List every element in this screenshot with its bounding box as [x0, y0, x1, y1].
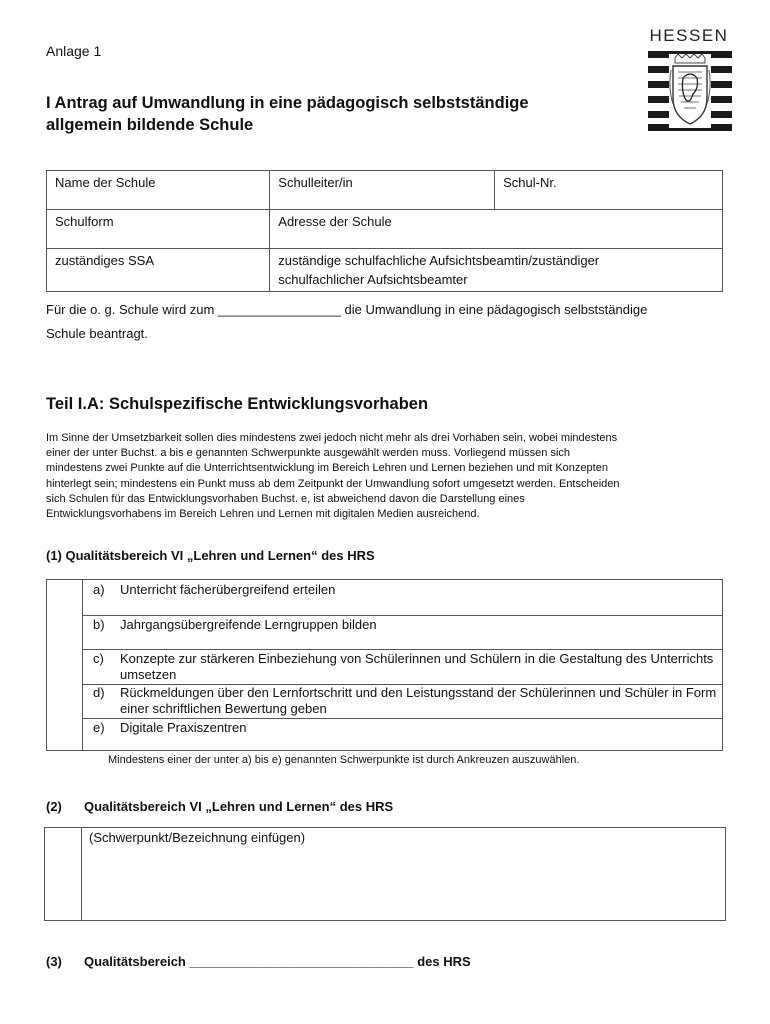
form-title: I Antrag auf Umwandlung in eine pädagogisch selbstständige allgemein bildende Schule: [46, 94, 529, 134]
intro-paragraph: [46, 298, 736, 346]
school-address-field[interactable]: [270, 210, 723, 249]
focus-options-table: [46, 579, 723, 751]
checkbox-a[interactable]: [47, 580, 82, 615]
selection-note: Mindestens einer der unter a) bis e) genannten Schwerpunkte ist durch Ankreuzen auszuwählen.: [108, 754, 580, 766]
section-2-box: [44, 827, 726, 921]
checkbox-d[interactable]: [47, 684, 82, 718]
logo-text: HESSEN: [649, 26, 729, 45]
principal-field[interactable]: [270, 171, 495, 210]
intro-line-2: Schule beantragt.: [46, 326, 148, 341]
coat-of-arms-icon: [669, 54, 711, 128]
checkbox-e[interactable]: [47, 718, 82, 751]
option-letter: c): [93, 651, 104, 666]
explanation-line: sich Schulen für das Entwicklungsvorhaben Buchst. e, ist abweichend davon die Darstellung eines: [46, 492, 525, 505]
ssa-label: zuständiges SSA: [55, 253, 155, 268]
school-number-field[interactable]: [495, 171, 723, 210]
explanation-line: mindestens zwei Punkte auf die Unterrichtsentwicklung im Bereich Lehren und Lernen beziehen und mit Konzepten: [46, 462, 608, 475]
supervisor-field[interactable]: [270, 249, 723, 292]
school-type-field[interactable]: [47, 210, 270, 249]
attachment-label: Anlage 1: [46, 43, 102, 59]
explanation-line: hinterlegt sein; mindestens ein Punkt muss ab dem Zeitpunkt der Umwandlung sofort umgesetzt werden. Entscheiden: [46, 477, 620, 490]
supervisor-label: zuständige schulfachliche Aufsichtsbeamtin/zuständiger schulfachlicher Aufsichtsbeamter: [278, 253, 600, 287]
explanation-text: [46, 431, 726, 522]
explanation-line: Entwicklungsvorhabens im Bereich Lehren und Lernen mit digitalen Medien ausreichend.: [46, 508, 480, 521]
section-1-heading: (1) Qualitätsbereich VI „Lehren und Lernen“ des HRS: [46, 548, 375, 563]
explanation-line: Im Sinne der Umsetzbarkeit sollen dies mindestens zwei jedoch nicht mehr als drei Vorhaben sein, wobei mindestens: [46, 432, 618, 444]
school-address-label: Adresse der Schule: [278, 214, 392, 229]
logo-stripes: [648, 51, 732, 131]
checkbox-b[interactable]: [47, 615, 82, 649]
school-info-table: [46, 170, 723, 292]
school-name-label: Name der Schule: [55, 175, 156, 190]
section-3-number: (3): [46, 954, 62, 969]
section-3-heading[interactable]: Qualitätsbereich _______________________________ des HRS: [84, 954, 471, 969]
option-text: Digitale Praxiszentren: [120, 720, 247, 735]
option-text: Jahrgangsübergreifende Lerngruppen bilden: [120, 617, 377, 632]
explanation-line: einer der unter Buchst. a bis e genannten Schwerpunkte ausgewählt werden muss. Vorliegend müssen sich: [46, 447, 571, 460]
hessen-logo: [644, 26, 734, 132]
school-type-label: Schulform: [55, 214, 114, 229]
checkbox-c[interactable]: [47, 649, 82, 684]
school-number-label: Schul-Nr.: [503, 175, 557, 190]
option-letter: b): [93, 617, 105, 632]
option-letter: e): [93, 720, 105, 735]
section-2-heading: Qualitätsbereich VI „Lehren und Lernen“ des HRS: [84, 799, 394, 814]
focus-placeholder[interactable]: (Schwerpunkt/Bezeichnung einfügen): [89, 830, 306, 845]
school-name-field[interactable]: [47, 171, 270, 210]
ssa-field[interactable]: [47, 249, 270, 292]
option-text: Konzepte zur stärkeren Einbeziehung von Schülerinnen und Schülern in die Gestaltung des Unterrichts umsetzen: [120, 651, 714, 682]
option-text: Unterricht fächerübergreifend erteilen: [120, 582, 336, 597]
option-letter: d): [93, 685, 105, 700]
option-letter: a): [93, 582, 105, 597]
section-heading: Teil I.A: Schulspezifische Entwicklungsvorhaben: [46, 395, 429, 413]
principal-label: Schulleiter/in: [278, 175, 353, 190]
section-2-number: (2): [46, 799, 62, 814]
section-2-checkbox[interactable]: [45, 828, 81, 920]
intro-line-1: Für die o. g. Schule wird zum _________________ die Umwandlung in eine pädagogisch selbstständige: [46, 302, 648, 317]
option-text: Rückmeldungen über den Lernfortschritt und den Leistungsstand der Schülerinnen und Schüler in Form einer schriftlichen Bewertung geben: [120, 685, 717, 716]
